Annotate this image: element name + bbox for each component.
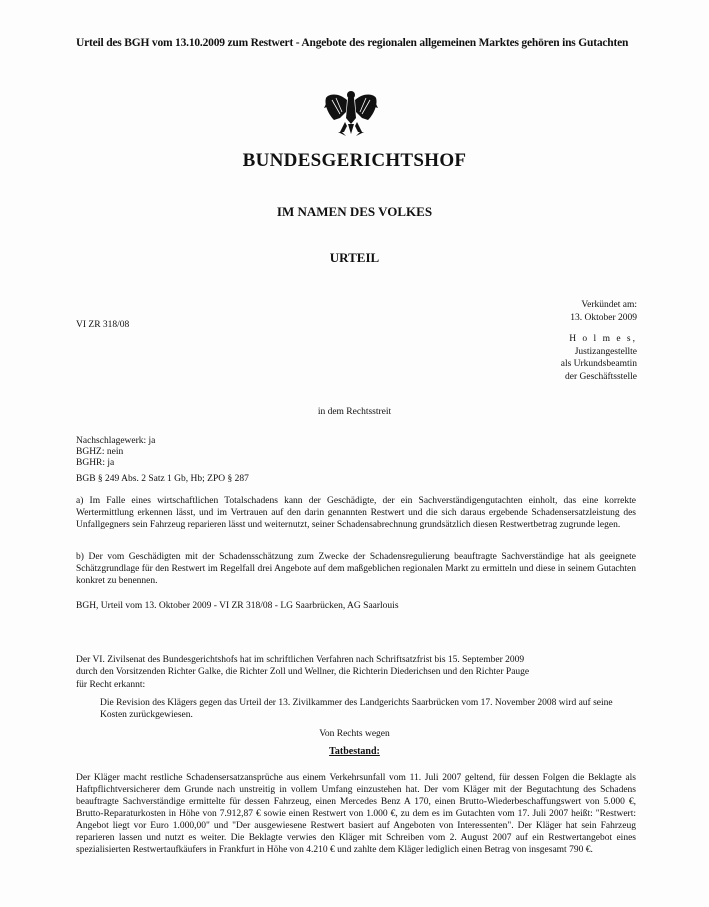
legal-norms: BGB § 249 Abs. 2 Satz 1 Gb, Hb; ZPO § 287 (76, 474, 249, 484)
facts-heading: Tatbestand: (329, 746, 380, 757)
reference-block (76, 436, 155, 469)
document-title: Urteil des BGH vom 13.10.2009 zum Restwert - Angebote des regionalen allgemeinen Marktes gehören ins Gutachten (76, 37, 629, 49)
proceeding-label: in dem Rechtsstreit (317, 407, 392, 417)
verdict-intro: für Recht erkannt: (76, 680, 146, 690)
senate-line: Der VI. Zivilsenat des Bundesgerichtshofs hat im schriftlichen Verfahren nach Schriftsatzfrist bis 15. September 2009 (76, 655, 525, 665)
verdict-closing: Von Rechts wegen (319, 729, 390, 739)
clerk-title-line: der Geschäftsstelle (564, 371, 637, 382)
reference-line: Nachschlagewerk: ja (76, 436, 156, 446)
announcement-block (570, 299, 637, 325)
facts-heading-wrap (0, 746, 709, 757)
document-type: URTEIL (329, 250, 380, 265)
announcement-label: Verkündet am: (581, 300, 637, 310)
case-number: VI ZR 318/08 (76, 320, 130, 330)
senate-line: durch den Vorsitzenden Richter Galke, die Richter Zoll und Wellner, die Richterin Diederichsen und den Richter Pauge (76, 667, 530, 677)
announcement-date: 13. Oktober 2009 (570, 313, 637, 323)
reference-line: BGHR: ja (76, 458, 115, 468)
clerk-name: H o l m e s, (569, 334, 637, 344)
verdict-text: Die Revision des Klägers gegen das Urteil der 13. Zivilkammer des Landgerichts Saarbrücken vom 17. November 2008 wird auf seine Kosten zurückgewiesen. (100, 698, 613, 720)
judgment-formula: IM NAMEN DES VOLKES (276, 204, 433, 219)
reference-line: BGHZ: nein (76, 447, 124, 457)
headnote-b: b) Der vom Geschädigten mit der Schadensschätzung zum Zwecke der Schadensregulierung beauftragte Sachverständige hat als geeignete Schätzgrundlage für den Restwert im Regelfall drei Angebote auf dem maßgeblichen regionalen Markt zu ermitteln und diese in seinem Gutachten konkret zu benennen. (76, 552, 636, 586)
headnote-a: a) Im Falle eines wirtschaftlichen Totalschadens kann der Geschädigte, der ein Sachverständigengutachten einholt, das eine korrekte Wertermittlung erkennen lässt, und im Vertrauen auf den darin genannten Restwert und die sich daraus ergebende Schadensersatzleistung des Unfallgegners sein Fahrzeug reparieren lässt und weiternutzt, seiner Schadensabrechnung grundsätzlich diesen Restwertbetrag zugrunde legen. (76, 496, 636, 530)
clerk-title-line: als Urkundsbeamtin (560, 359, 637, 369)
senate-composition (76, 654, 636, 678)
clerk-block (561, 333, 637, 383)
clerk-title-line: Justizangestellte (574, 346, 637, 357)
federal-eagle-icon (320, 88, 382, 140)
citation: BGH, Urteil vom 13. Oktober 2009 - VI ZR 318/08 - LG Saarbrücken, AG Saarlouis (76, 601, 399, 611)
court-name: BUNDESGERICHTSHOF (242, 150, 467, 171)
facts-text: Der Kläger macht restliche Schadensersatzansprüche aus einem Verkehrsunfall vom 11. Juli 2007 geltend, für dessen Folgen die Beklagte als Haftpflichtversicherer dem Grunde nach unstreitig in vollem Umfang einzustehen hat. Der vom Kläger mit der Begutachtung des Schadens beauftragte Sachverständige ermittelte für dessen Fahrzeug, einen Mercedes Benz A 170, einen Brutto-Wiederbeschaffungswert von 5.000 €, Brutto-Reparaturkosten in Höhe von 7.912,87 € sowie einen Restwert von 1.000 €, zu dem es im Gutachten vom 17. Juli 2007 heißt: "Restwert: Angebot liegt vor Euro 1.000,00" und "Der ausgewiesene Restwert basiert auf Angeboten von Interessenten". Der Kläger hat sein Fahrzeug reparieren lassen und nutzt es weiter. Die Beklagte verwies den Kläger mit Schreiben vom 2. August 2007 auf ein Restwertangebot eines spezialisierten Restwertaufkäufers in Frankfurt in Höhe von 4.210 € und zahlte dem Kläger lediglich einen Betrag von insgesamt 790 €. (76, 773, 636, 855)
